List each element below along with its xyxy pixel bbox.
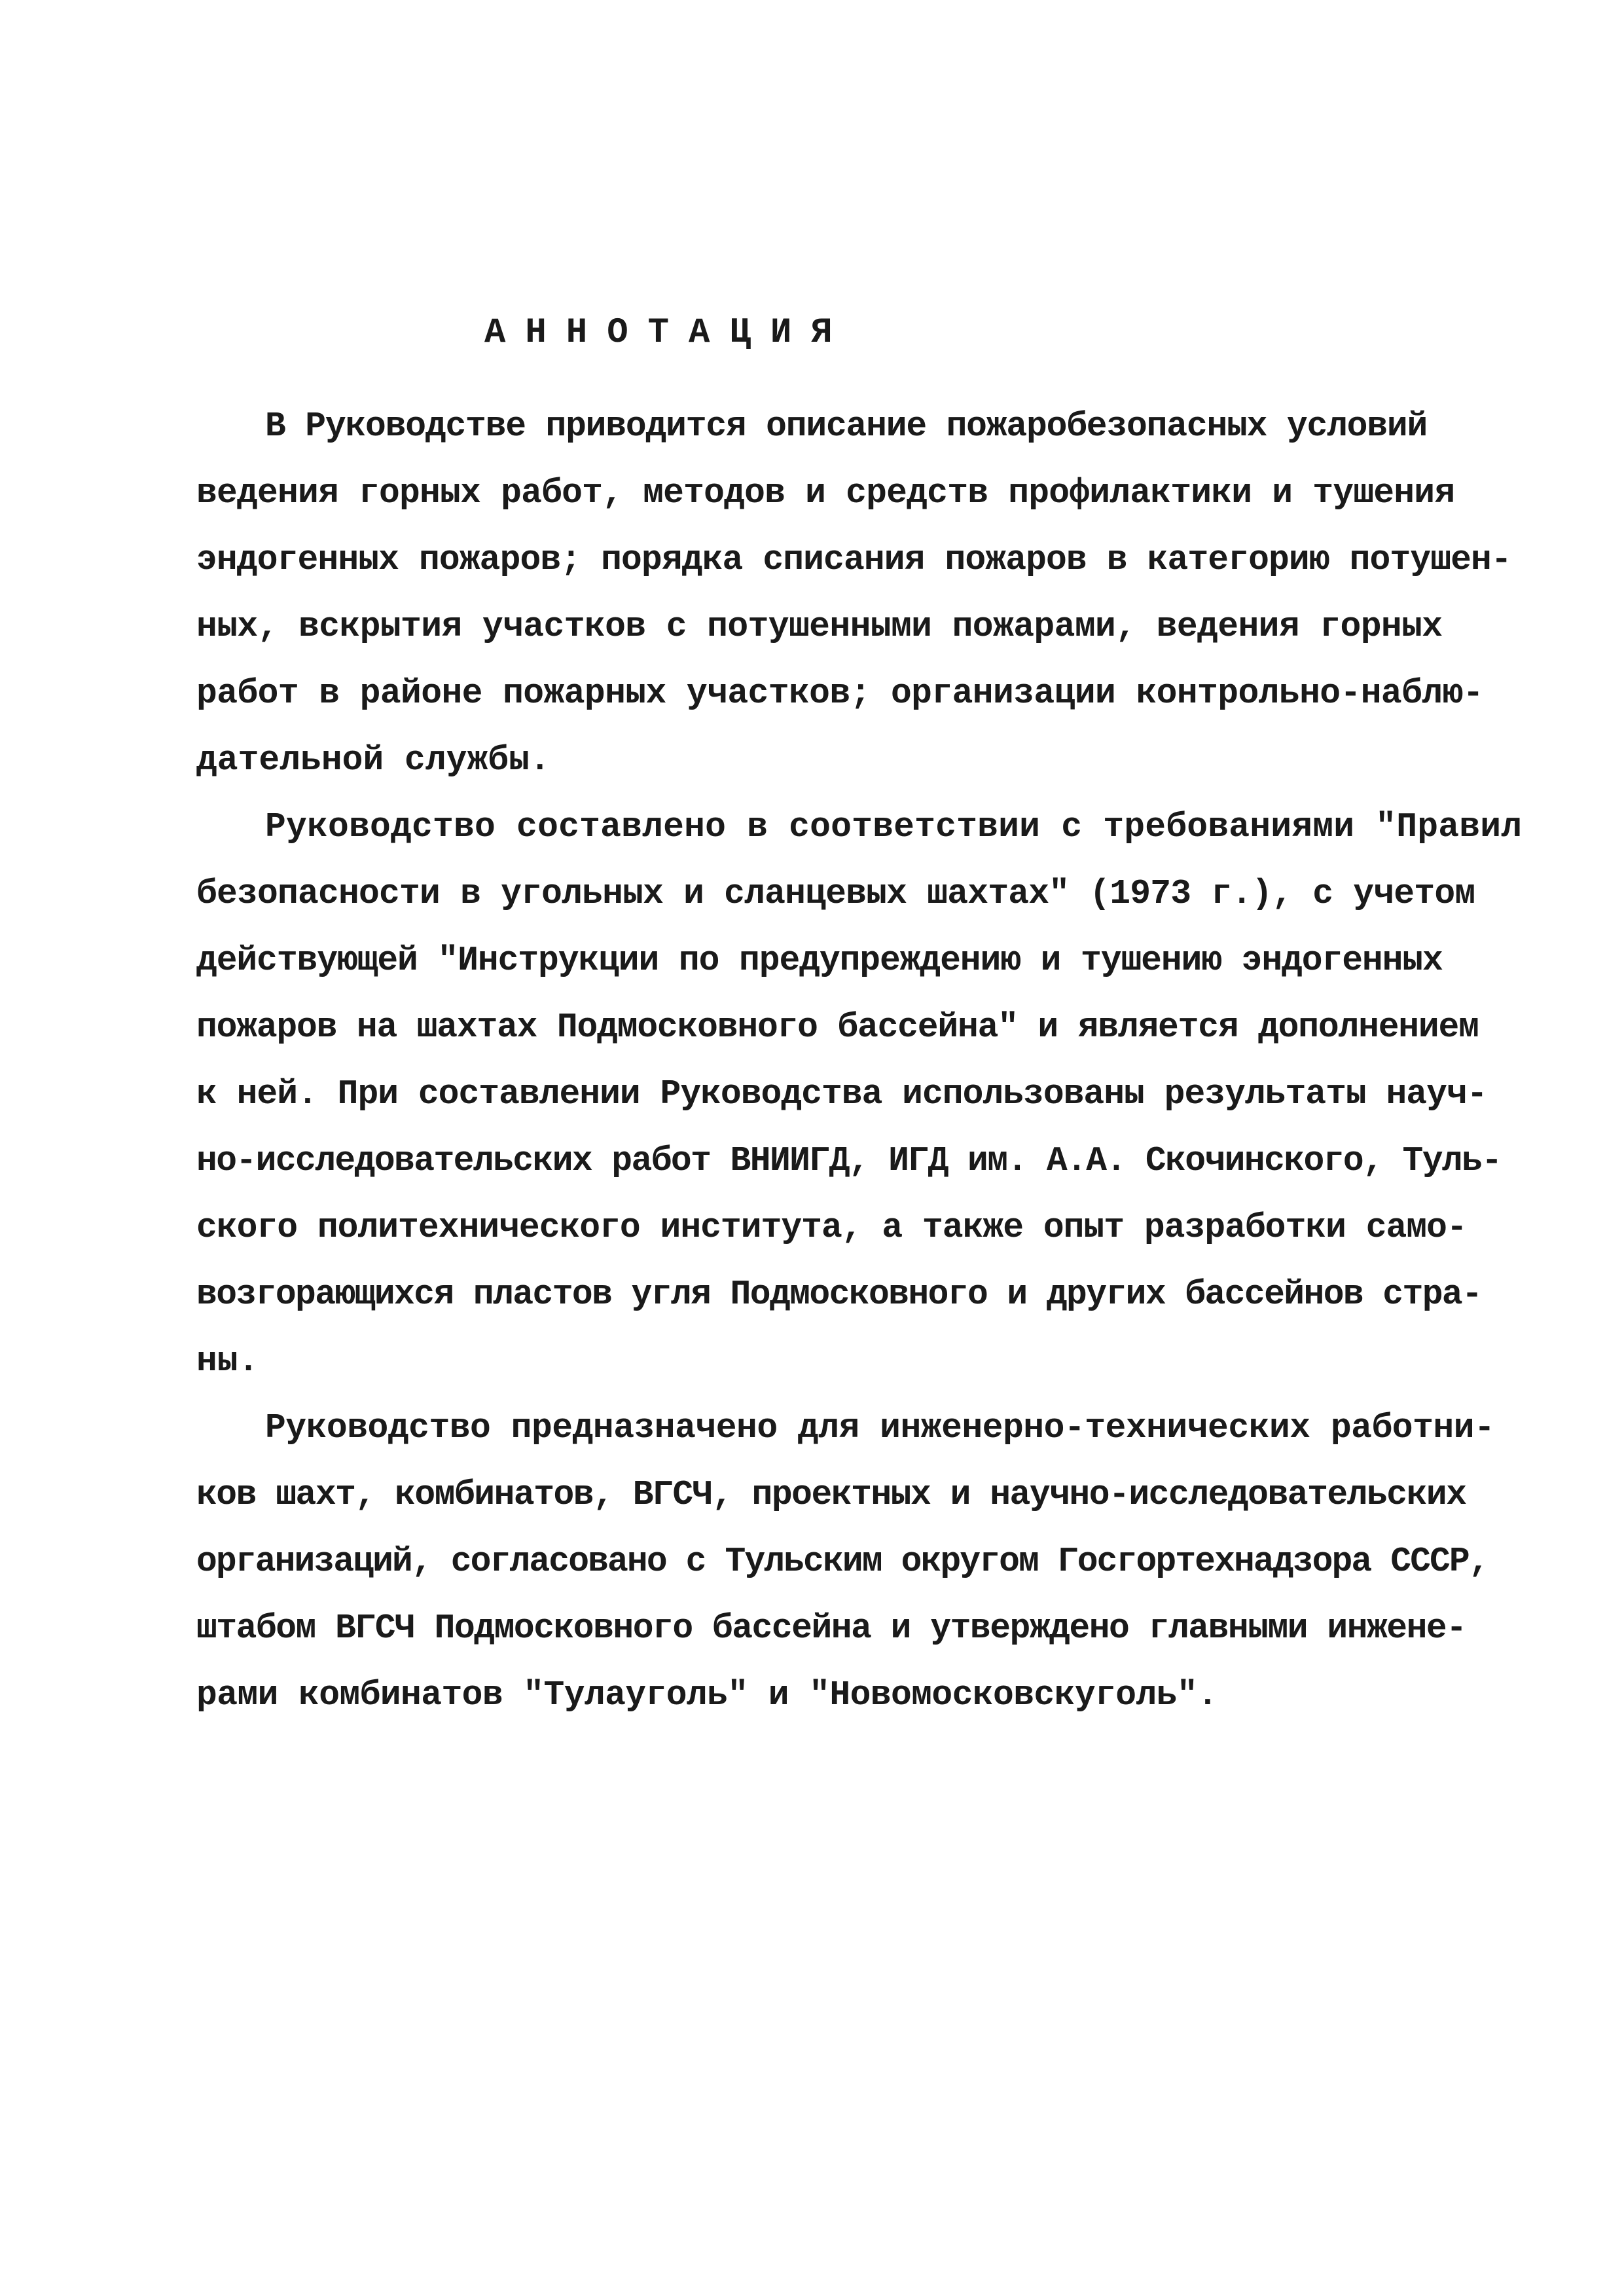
paragraph-1-line-4: ных, вскрытия участков с потушенными пожарами, ведения горных (196, 607, 1443, 646)
paragraph-2-line-2: безопасности в угольных и сланцевых шахтах" (1973 г.), с учетом (196, 874, 1475, 913)
paragraph-3-line-5: рами комбинатов "Тулауголь" и "Новомосковскуголь". (196, 1675, 1218, 1715)
paragraph-1-line-2: ведения горных работ, методов и средств профилактики и тушения (196, 473, 1455, 513)
paragraph-3-line-1: Руководство предназначено для инженерно-технических работни- (265, 1408, 1495, 1448)
paragraph-2-line-8: возгорающихся пластов угля Подмосковного и других бассейнов стра- (196, 1275, 1482, 1314)
paragraph-2-line-4: пожаров на шахтах Подмосковного бассейна" и является дополнением (196, 1008, 1479, 1047)
paragraph-3-line-4: штабом ВГСЧ Подмосковного бассейна и утверждено главными инжене- (196, 1609, 1466, 1648)
paragraph-2-line-6: но-исследовательских работ ВНИИГД, ИГД им. А.А. Скочинского, Туль- (196, 1141, 1502, 1180)
paragraph-2-line-1: Руководство составлено в соответствии с требованиями "Правил (265, 807, 1523, 847)
paragraph-3-line-3: организаций, согласовано с Тульским округом Госгортехнадзора СССР, (196, 1542, 1489, 1581)
paragraph-1-line-1: В Руководстве приводится описание пожаробезопасных условий (265, 407, 1428, 446)
paragraph-2-line-9: ны. (196, 1341, 259, 1381)
paragraph-3-line-2: ков шахт, комбинатов, ВГСЧ, проектных и научно-исследовательских (196, 1475, 1466, 1514)
paragraph-1-line-3: эндогенных пожаров; порядка списания пожаров в категорию потушен- (196, 540, 1511, 579)
paragraph-2-line-7: ского политехнического института, а также опыт разработки само- (196, 1208, 1467, 1247)
paragraph-1-line-5: работ в районе пожарных участков; организации контрольно-наблю- (196, 674, 1483, 713)
paragraph-2-line-5: к ней. При составлении Руководства использованы результаты науч- (196, 1074, 1487, 1114)
paragraph-2-line-3: действующей "Инструкции по предупреждению и тушению эндогенных (196, 941, 1443, 980)
page-title: АННОТАЦИЯ (484, 313, 852, 353)
paragraph-1-line-6: дательной службы. (196, 740, 550, 780)
